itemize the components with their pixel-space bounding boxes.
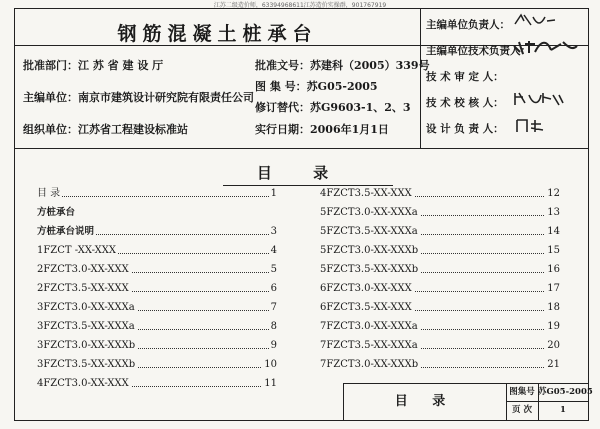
toc-entry-page: 14 bbox=[547, 226, 560, 237]
toc-entry-label: 4FZCT3.5-XX-XXX bbox=[320, 188, 412, 199]
toc-entry[interactable] bbox=[37, 320, 277, 333]
toc-entry-page: 3 bbox=[270, 226, 277, 237]
signature-chief-editor bbox=[511, 11, 581, 29]
toc-entry[interactable] bbox=[37, 301, 277, 314]
toc-entry-label: 7FZCT3.0-XX-XXXb bbox=[320, 359, 419, 370]
toc-entry[interactable] bbox=[320, 320, 560, 333]
org-value: 江苏省工程建设标准站 bbox=[78, 123, 188, 136]
toc-entry-label: 3FZCT3.0-XX-XXXa bbox=[37, 302, 135, 313]
replaces-value: 苏G9603-1、2、3 bbox=[310, 101, 411, 114]
toc-entry-label: 7FZCT3.5-XX-XXXa bbox=[320, 340, 418, 351]
sig-label-chief-editor: 主编单位负责人： bbox=[426, 19, 510, 31]
toc-entry-label: 目 录 bbox=[37, 188, 61, 199]
toc-entry-page: 1 bbox=[270, 188, 277, 199]
toc-title: 目 录 bbox=[256, 164, 347, 182]
toc-entry-label: 5FZCT3.5-XX-XXXb bbox=[320, 264, 419, 275]
toc-entry[interactable] bbox=[37, 358, 277, 371]
toc-entry[interactable] bbox=[320, 187, 560, 200]
toc-entry-page: 11 bbox=[264, 378, 277, 389]
toc-entry[interactable] bbox=[320, 225, 560, 238]
atlas-no-label: 图 集 号： bbox=[255, 80, 307, 93]
toc-entry-page: 12 bbox=[547, 188, 560, 199]
atlas-no-value-cell: 苏G05-2005 bbox=[538, 387, 593, 397]
watermark: 江苏二级造价师，63394968611江苏造价实操群，901767919 bbox=[213, 2, 387, 9]
toc-entry[interactable] bbox=[320, 339, 560, 352]
toc-entry[interactable] bbox=[320, 282, 560, 295]
toc-entry-page: 7 bbox=[270, 302, 277, 313]
toc-entry[interactable] bbox=[320, 263, 560, 276]
toc-entry[interactable] bbox=[320, 358, 560, 371]
title-block-name: 目 录 bbox=[394, 394, 456, 409]
title-block bbox=[343, 383, 593, 420]
toc-entry-page: 21 bbox=[547, 359, 560, 370]
atlas-no-label-cell: 图集号 bbox=[509, 387, 535, 397]
doc-no-value: 苏建科（2005）339号 bbox=[310, 59, 430, 72]
approval-dept-label: 批准部门： bbox=[23, 59, 78, 72]
toc-section-heading bbox=[37, 206, 277, 219]
date-value: 2006年1月1日 bbox=[310, 123, 389, 136]
toc-entry-page: 4 bbox=[270, 245, 277, 256]
doc-no-label: 批准文号： bbox=[255, 59, 310, 72]
toc-entry-page: 20 bbox=[547, 340, 560, 351]
toc-entry[interactable] bbox=[37, 339, 277, 352]
toc-entry-label: 5FZCT3.0-XX-XXXa bbox=[320, 207, 418, 218]
toc-entry-page: 16 bbox=[547, 264, 560, 275]
signature-designer bbox=[511, 116, 581, 134]
toc-entry-label: 6FZCT3.5-XX-XXX bbox=[320, 302, 412, 313]
toc-entry-page: 17 bbox=[547, 283, 560, 294]
toc-entry-page: 8 bbox=[270, 321, 277, 332]
toc-entry-page: 9 bbox=[270, 340, 277, 351]
toc-title-underline bbox=[223, 185, 393, 186]
toc-entry-label: 3FZCT3.5-XX-XXXa bbox=[37, 321, 135, 332]
toc-entry[interactable] bbox=[37, 187, 277, 200]
toc-entry-label: 2FZCT3.5-XX-XXX bbox=[37, 283, 129, 294]
toc-entry-page: 19 bbox=[547, 321, 560, 332]
doc-no-row bbox=[255, 57, 430, 73]
toc-entry-label: 方桩承台说明 bbox=[37, 226, 95, 237]
toc-entry[interactable] bbox=[320, 301, 560, 314]
toc-entry-label: 4FZCT3.0-XX-XXX bbox=[37, 378, 129, 389]
org-label: 组织单位： bbox=[23, 123, 78, 136]
editor-label: 主编单位： bbox=[23, 91, 78, 104]
drawing-frame bbox=[14, 8, 593, 421]
editor-row bbox=[23, 89, 254, 105]
toc-entry-label: 6FZCT3.0-XX-XXX bbox=[320, 283, 412, 294]
atlas-no-value: 苏G05-2005 bbox=[306, 80, 378, 93]
sig-label-checker: 技 术 校 核 人： bbox=[426, 97, 504, 109]
page-title: 钢筋混凝土桩承台 bbox=[117, 23, 318, 45]
sig-label-tech-lead: 主编单位技术负责人： bbox=[426, 45, 531, 57]
header-vertical-divider bbox=[420, 9, 421, 148]
toc-entry-label: 7FZCT3.0-XX-XXXa bbox=[320, 321, 418, 332]
toc-entry[interactable] bbox=[37, 263, 277, 276]
sig-label-reviewer: 技 术 审 定 人： bbox=[426, 71, 504, 83]
signature-tech-lead bbox=[511, 38, 581, 56]
toc-entry-label: 5FZCT3.0-XX-XXXb bbox=[320, 245, 419, 256]
toc-entry[interactable] bbox=[37, 225, 277, 238]
toc-entry-page: 18 bbox=[547, 302, 560, 313]
page-value-cell: 1 bbox=[560, 405, 566, 415]
toc-entry-label: 5FZCT3.5-XX-XXXa bbox=[320, 226, 418, 237]
sig-label-designer: 设 计 负 责 人： bbox=[426, 123, 504, 135]
toc-entry-label: 3FZCT3.5-XX-XXXb bbox=[37, 359, 136, 370]
toc-entry-label: 3FZCT3.0-XX-XXXb bbox=[37, 340, 136, 351]
toc-entry-label: 2FZCT3.0-XX-XXX bbox=[37, 264, 129, 275]
signature-checker bbox=[511, 89, 581, 107]
replaces-label: 修订替代： bbox=[255, 101, 310, 114]
date-row bbox=[255, 121, 389, 137]
toc-entry[interactable] bbox=[320, 244, 560, 257]
toc-section-label: 方桩承台 bbox=[37, 207, 76, 218]
org-row bbox=[23, 121, 188, 137]
toc-entry-label: 1FZCT -XX-XXX bbox=[37, 245, 117, 256]
replaces-row bbox=[255, 99, 411, 115]
page-label-cell: 页 次 bbox=[512, 405, 532, 415]
toc-entry[interactable] bbox=[37, 282, 277, 295]
toc-entry-page: 5 bbox=[270, 264, 277, 275]
toc-entry-page: 6 bbox=[270, 283, 277, 294]
approval-dept-row bbox=[23, 57, 163, 73]
toc-entry-page: 13 bbox=[547, 207, 560, 218]
atlas-no-row bbox=[255, 78, 378, 94]
toc-entry[interactable] bbox=[320, 206, 560, 219]
approval-dept-value: 江 苏 省 建 设 厅 bbox=[78, 59, 164, 72]
header-divider-bottom bbox=[15, 148, 588, 149]
date-label: 实行日期： bbox=[255, 123, 310, 136]
toc-entry[interactable] bbox=[37, 377, 277, 390]
toc-dot-leader bbox=[37, 196, 277, 197]
toc-entry[interactable] bbox=[37, 244, 277, 257]
editor-value: 南京市建筑设计研究院有限责任公司 bbox=[78, 91, 254, 104]
toc-entry-page: 10 bbox=[264, 359, 277, 370]
toc-entry-page: 15 bbox=[547, 245, 560, 256]
